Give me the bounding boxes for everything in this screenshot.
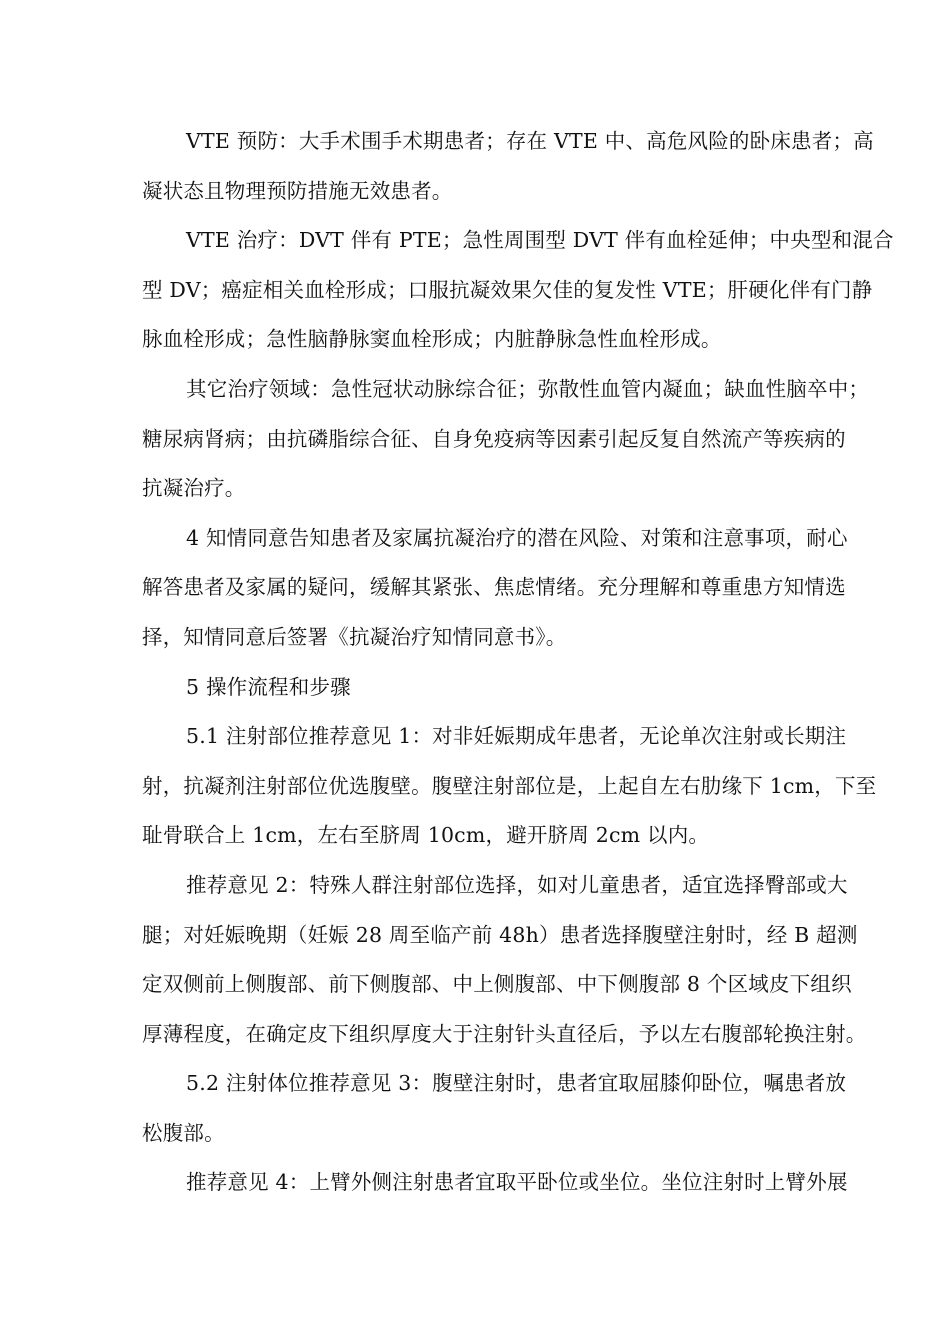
paragraph [142,712,877,861]
text-line: 脉血栓形成；急性脑静脉窦血栓形成；内脏静脉急性血栓形成。 [142,327,722,352]
text-line: 4 知情同意告知患者及家属抗凝治疗的潜在风险、对策和注意事项，耐心 [186,525,848,550]
text-line: VTE 治疗：DVT 伴有 PTE；急性周围型 DVT 伴有血栓延伸；中央型和混合 [186,228,894,253]
text-line: 5.2 注射体位推荐意见 3：腹壁注射时，患者宜取屈膝仰卧位，嘱患者放 [186,1071,847,1096]
document-body [142,117,894,1208]
text-line: 推荐意见 4：上臂外侧注射患者宜取平卧位或坐位。坐位注射时上臂外展 [186,1170,848,1195]
text-line: 择，知情同意后签署《抗凝治疗知情同意书》。 [142,624,567,649]
paragraph [142,663,852,713]
text-line: 凝状态且物理预防措施无效患者。 [142,178,453,203]
paragraph [142,514,852,663]
text-line: 射，抗凝剂注射部位优选腹壁。腹壁注射部位是，上起自左右肋缘下 1cm，下至 [142,773,877,798]
text-line: VTE 预防：大手术围手术期患者；存在 VTE 中、高危风险的卧床患者；高 [186,129,874,153]
paragraph [142,216,894,365]
text-line: 其它治疗领域：急性冠状动脉综合征；弥散性血管内凝血；缺血性脑卒中； [186,376,870,401]
text-line: 定双侧前上侧腹部、前下侧腹部、中上侧腹部、中下侧腹部 8 个区域皮下组织 [142,972,852,997]
text-line: 推荐意见 2：特殊人群注射部位选择，如对儿童患者，适宜选择臀部或大 [186,872,848,897]
paragraph [142,1059,852,1158]
text-line: 5 操作流程和步骤 [186,674,351,699]
text-line: 糖尿病肾病；由抗磷脂综合征、自身免疫病等因素引起反复自然流产等疾病的 [142,426,846,451]
paragraph [142,365,870,514]
paragraph [142,1158,852,1208]
text-line: 5.1 注射部位推荐意见 1：对非妊娠期成年患者，无论单次注射或长期注 [186,724,847,749]
text-line: 松腹部。 [142,1120,225,1145]
paragraph [142,861,867,1059]
text-line: 解答患者及家属的疑问，缓解其紧张、焦虑情绪。充分理解和尊重患方知情选 [142,575,846,600]
paragraph [142,117,874,216]
text-line: 抗凝治疗。 [142,476,246,501]
text-line: 耻骨联合上 1cm，左右至脐周 10cm，避开脐周 2cm 以内。 [142,823,710,848]
text-line: 厚薄程度，在确定皮下组织厚度大于注射针头直径后，予以左右腹部轮换注射。 [142,1021,867,1046]
text-line: 腿；对妊娠晚期（妊娠 28 周至临产前 48h）患者选择腹壁注射时，经 B 超测 [142,922,858,947]
text-line: 型 DV；癌症相关血栓形成；口服抗凝效果欠佳的复发性 VTE；肝硬化伴有门静 [142,277,873,302]
